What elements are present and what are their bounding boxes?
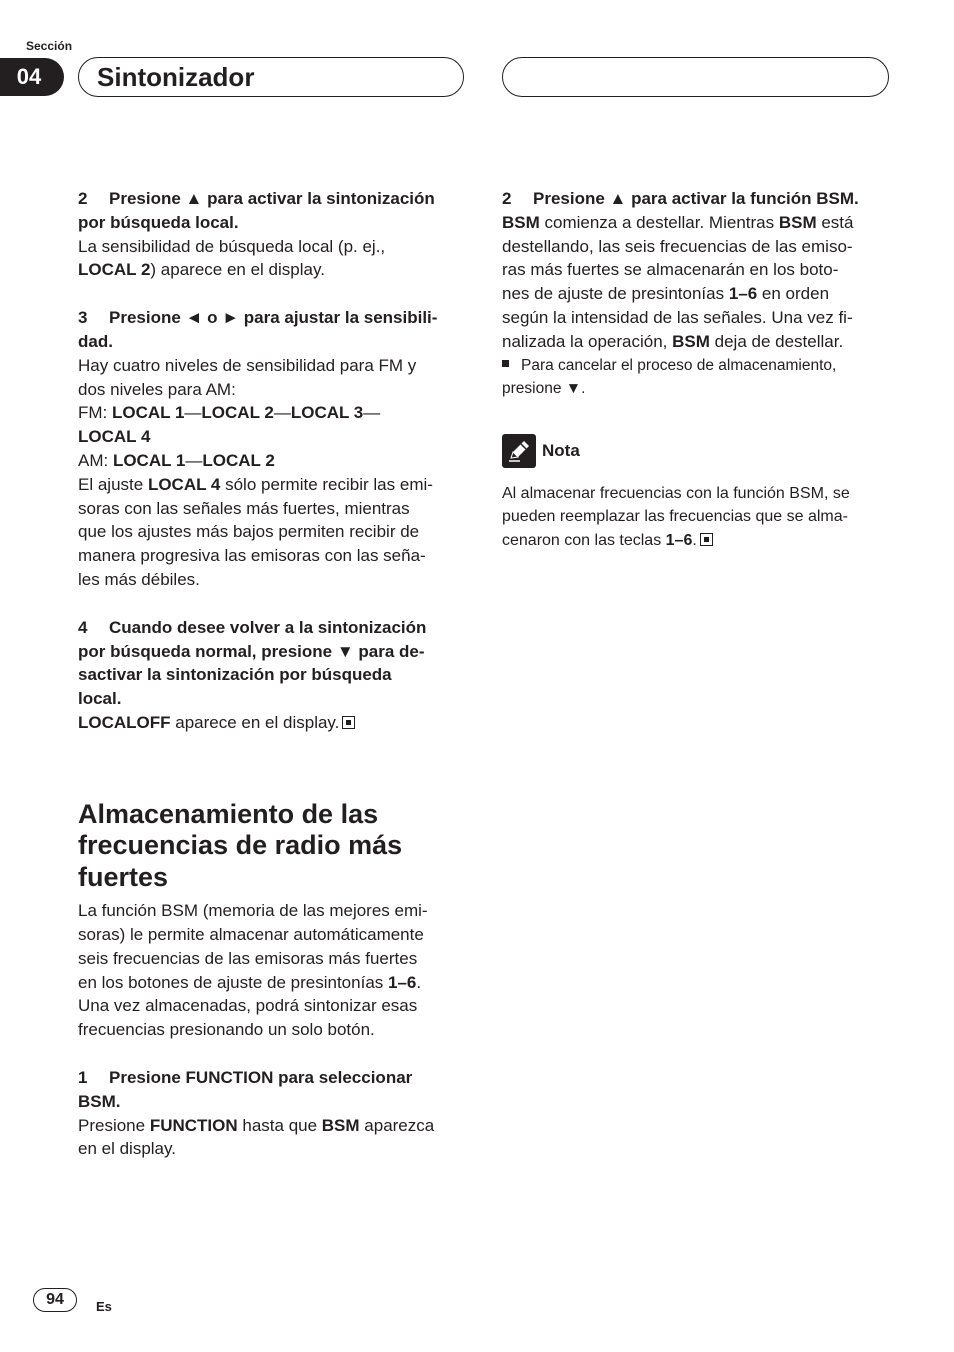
step-1-heading: 1 Presione FUNCTION para seleccionar BSM. <box>78 1068 413 1111</box>
pencil-note-icon <box>502 434 536 468</box>
step-3-body: Hay cuatro niveles de sensibilidad para FM y dos niveles para AM: FM: LOCAL 1—LOCAL 2—LOCAL 3— LOCAL 4 AM: LOCAL 1—LOCAL 2 El ajuste LOCAL 4 sólo permite recibir las emi- soras con las señales más fuertes, mientras que los ajustes más bajos permiten recibir de manera progresiva las emisoras con las seña- les más débiles. <box>78 355 433 589</box>
step-4-body: LOCALOFF aparece en el display. <box>78 711 466 735</box>
note-text: Al almacenar frecuencias con la función BSM, se pueden reemplazar las frecuencias que se alma- cenaron con las teclas 1–6. <box>502 484 850 549</box>
language-code: Es <box>96 1299 112 1314</box>
note-header <box>502 434 890 468</box>
bsm-step-2-heading: 2 Presione ▲ para activar la función BSM. <box>502 189 859 208</box>
bullet-icon <box>502 360 509 367</box>
note-label: Nota <box>542 440 580 460</box>
section-label: Sección <box>26 39 73 53</box>
step-1-body: Presione FUNCTION hasta que BSM aparezca en el display. <box>78 1115 435 1159</box>
step-4-heading: 4 Cuando desee volver a la sintonización por búsqueda normal, presione ▼ para de- sactivar la sintonización por búsqueda local. <box>78 617 427 709</box>
left-column <box>78 187 466 1161</box>
section-title-empty-box <box>502 57 889 97</box>
page-number: 94 <box>33 1288 77 1312</box>
end-mark-icon <box>342 716 355 729</box>
section-intro: La función BSM (memoria de las mejores emi- soras) le permite almacenar automáticamente seis frecuencias de las emisoras más fuertes en los botones de ajuste de presintonías 1–6. Una vez almacenadas, podrá sintonizar esas frecuencias presionando un solo botón. <box>78 901 428 1040</box>
step-3-heading: 3 Presione ◄ o ► para ajustar la sensibili- dad. <box>78 308 438 351</box>
section-number-tab: 04 <box>0 58 64 96</box>
bsm-step-2-body: BSM comienza a destellar. Mientras BSM está destellando, las seis frecuencias de las emiso- ras más fuertes se almacenarán en los boto- nes de ajuste de presintonías 1–6 en orden según la intensidad de las señales. Una vez fi- nalizada la operación, BSM deja de destellar. <box>502 212 854 351</box>
cancel-bullet: Para cancelar el proceso de almacenamiento, presione ▼. <box>502 356 837 397</box>
section-heading: Almacenamiento de las frecuencias de radio más fuertes <box>78 798 403 892</box>
end-mark-icon <box>700 533 713 546</box>
section-title: Sintonizador <box>78 57 464 97</box>
step-2-heading: 2 Presione ▲ para activar la sintonización por búsqueda local. <box>78 189 435 232</box>
step-2-body: La sensibilidad de búsqueda local (p. ej., LOCAL 2) aparece en el display. <box>78 236 386 280</box>
right-column <box>502 187 890 552</box>
